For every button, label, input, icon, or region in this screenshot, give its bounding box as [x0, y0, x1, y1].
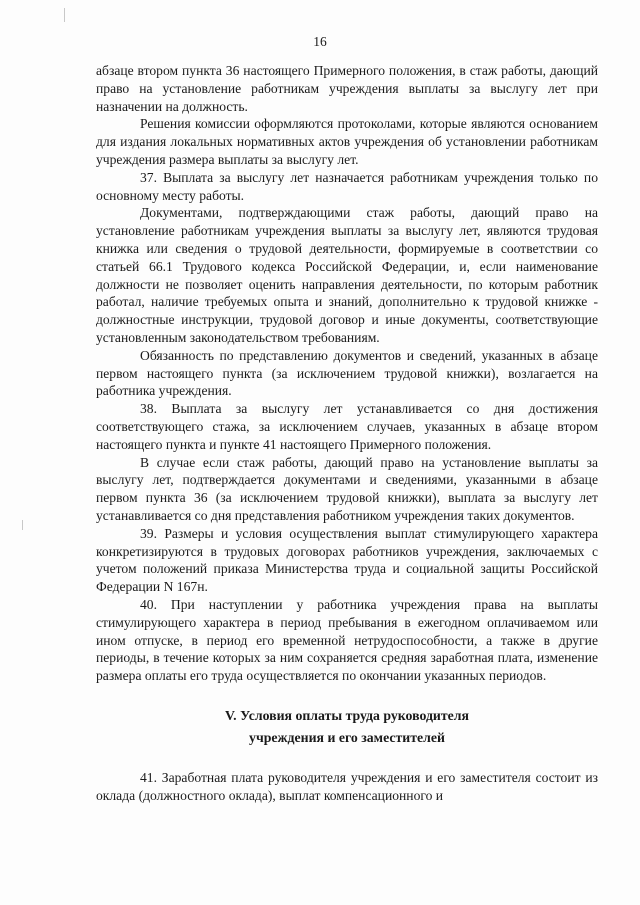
paragraph: В случае если стаж работы, дающий право на установление выплаты за выслугу лет, подтверждается документами и сведениями, указанными в абзаце первом пункта 36 (за исключением трудовой книжки), выплата за выслугу лет устанавливается со дня представления работником учреждения таких документов. — [96, 454, 598, 523]
section-title-line-2: учреждения и его заместителей — [249, 729, 445, 745]
paragraph: Обязанность по представлению документов и сведений, указанных в абзаце первом настоящего пункта (за исключением трудовой книжки), возлагается на работника учреждения. — [96, 347, 598, 399]
page-number: 16 — [313, 34, 327, 49]
paragraph: Документами, подтверждающими стаж работы, дающий право на установление работникам учреждения выплаты за выслугу лет, являются трудовая книжка или сведения о трудовой деятельности, формируемые в соответствии со статьей 66.1 Трудового кодекса Российской Федерации, и, если наименование должности не позволяет оценить направления деятельности, по которым работник работал, наличие требуемых опыта и знаний, дополнительно к трудовой книжке - должностные инструкции, трудовой договор и иные документы, соответствующие установленным законодательством требованиям. — [96, 205, 598, 345]
paragraph: Решения комиссии оформляются протоколами, которые являются основанием для издания локальных нормативных актов учреждения об установлении работникам учреждения размера выплаты за выслугу лет. — [96, 116, 598, 167]
scan-mark — [22, 520, 23, 530]
paragraph: 38. Выплата за выслугу лет устанавливается со дня достижения соответствующего стажа, за исключением случаев, указанных в абзаце втором настоящего пункта и пункте 41 настоящего Примерного положения. — [96, 401, 598, 452]
document-body — [96, 62, 598, 804]
paragraph: 39. Размеры и условия осуществления выплат стимулирующего характера конкретизируются в трудовых договорах работников учреждения, заключаемых с учетом положений приказа Министерства труда и социальной защиты Российской Федерации N 167н. — [96, 525, 598, 595]
paragraph: 40. При наступлении у работника учреждения права на выплаты стимулирующего характера в период пребывания в ежегодном оплачиваемом или ином отпуске, в период его временной нетрудоспособности, а также в другие периоды, в течение которых за ним сохраняется средняя заработная плата, изменение размера оплаты его труда осуществляется по окончании указанных периодов. — [96, 596, 598, 684]
section-title-line-1: V. Условия оплаты труда руководителя — [225, 707, 469, 723]
paragraphs-top — [96, 62, 598, 685]
paragraph: 41. Заработная плата руководителя учреждения и его заместителя состоит из оклада (должностного оклада), выплат компенсационного и — [96, 769, 598, 803]
section-heading — [96, 705, 598, 749]
paragraphs-bottom — [96, 769, 598, 805]
paragraph: 37. Выплата за выслугу лет назначается работникам учреждения только по основному месту работы. — [96, 169, 598, 203]
scan-mark — [64, 8, 65, 22]
paragraph: абзаце втором пункта 36 настоящего Примерного положения, в стаж работы, дающий право на установление работникам учреждения выплаты за выслугу лет при назначении на должность. — [96, 63, 598, 114]
